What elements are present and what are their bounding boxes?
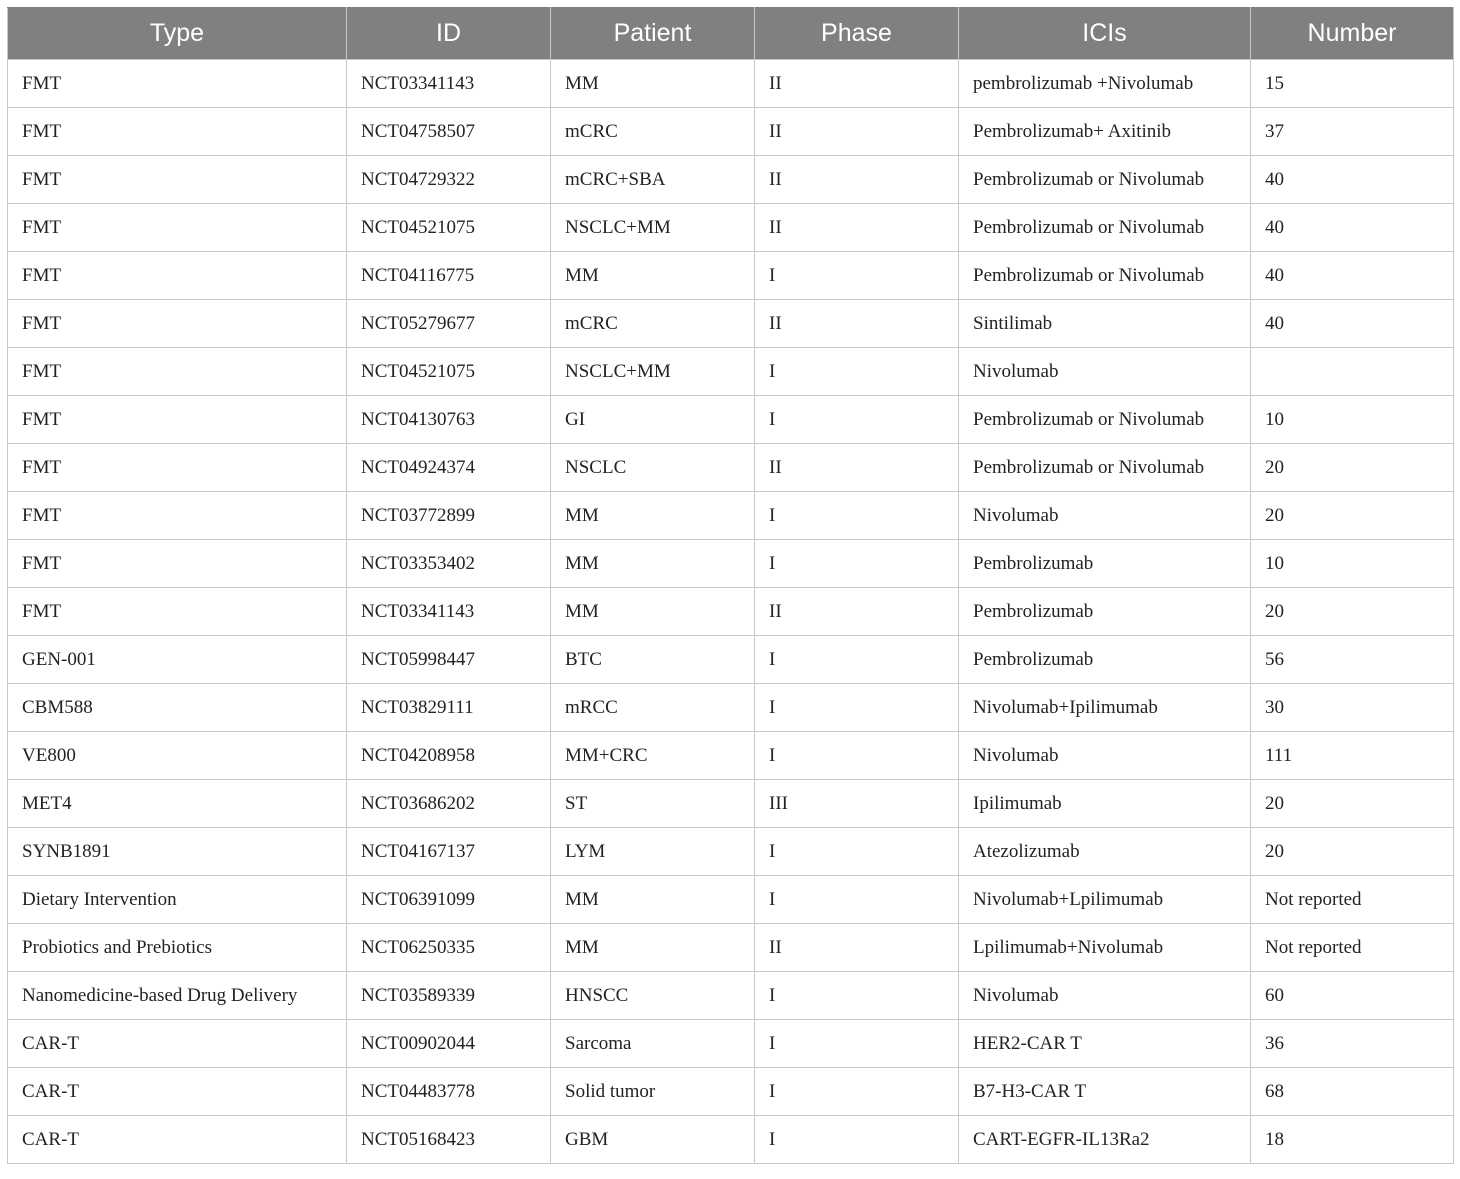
cell-id: NCT04167137: [347, 828, 551, 876]
cell-icis: Pembrolizumab or Nivolumab: [959, 204, 1251, 252]
cell-patient: mCRC: [551, 108, 755, 156]
cell-patient: NSCLC+MM: [551, 348, 755, 396]
table-row: [8, 204, 1454, 252]
table-row: [8, 684, 1454, 732]
cell-id: NCT03341143: [347, 60, 551, 108]
cell-number: 36: [1251, 1020, 1454, 1068]
cell-patient: MM: [551, 540, 755, 588]
cell-patient: Solid tumor: [551, 1068, 755, 1116]
cell-id: NCT03341143: [347, 588, 551, 636]
cell-id: NCT00902044: [347, 1020, 551, 1068]
table-row: [8, 540, 1454, 588]
table-row: [8, 636, 1454, 684]
column-header-id: ID: [347, 8, 551, 60]
cell-id: NCT04521075: [347, 204, 551, 252]
cell-id: NCT03772899: [347, 492, 551, 540]
cell-patient: mCRC+SBA: [551, 156, 755, 204]
cell-phase: I: [755, 1020, 959, 1068]
cell-phase: I: [755, 636, 959, 684]
cell-patient: GBM: [551, 1116, 755, 1164]
cell-icis: Pembrolizumab or Nivolumab: [959, 396, 1251, 444]
table-row: [8, 348, 1454, 396]
cell-type: CAR-T: [8, 1068, 347, 1116]
cell-type: FMT: [8, 540, 347, 588]
table-header: [8, 8, 1454, 60]
cell-id: NCT04130763: [347, 396, 551, 444]
cell-patient: BTC: [551, 636, 755, 684]
cell-type: MET4: [8, 780, 347, 828]
cell-number: 40: [1251, 204, 1454, 252]
cell-number: 111: [1251, 732, 1454, 780]
cell-type: FMT: [8, 492, 347, 540]
cell-id: NCT03353402: [347, 540, 551, 588]
cell-number: 60: [1251, 972, 1454, 1020]
cell-phase: I: [755, 972, 959, 1020]
cell-patient: Sarcoma: [551, 1020, 755, 1068]
cell-id: NCT04116775: [347, 252, 551, 300]
cell-patient: ST: [551, 780, 755, 828]
cell-id: NCT04483778: [347, 1068, 551, 1116]
cell-type: FMT: [8, 300, 347, 348]
cell-icis: Nivolumab: [959, 492, 1251, 540]
cell-icis: Pembrolizumab or Nivolumab: [959, 444, 1251, 492]
cell-number: 37: [1251, 108, 1454, 156]
cell-patient: MM: [551, 876, 755, 924]
cell-id: NCT06391099: [347, 876, 551, 924]
cell-id: NCT04521075: [347, 348, 551, 396]
cell-icis: Sintilimab: [959, 300, 1251, 348]
clinical-trials-table: [7, 7, 1454, 1164]
cell-id: NCT03829111: [347, 684, 551, 732]
cell-patient: mCRC: [551, 300, 755, 348]
cell-type: FMT: [8, 156, 347, 204]
cell-type: Nanomedicine-based Drug Delivery: [8, 972, 347, 1020]
cell-number: 10: [1251, 396, 1454, 444]
cell-phase: II: [755, 204, 959, 252]
cell-type: Dietary Intervention: [8, 876, 347, 924]
cell-number: 30: [1251, 684, 1454, 732]
cell-id: NCT05279677: [347, 300, 551, 348]
cell-number: 40: [1251, 300, 1454, 348]
cell-patient: MM: [551, 924, 755, 972]
cell-phase: I: [755, 540, 959, 588]
cell-patient: LYM: [551, 828, 755, 876]
cell-phase: II: [755, 924, 959, 972]
cell-icis: Nivolumab+Lpilimumab: [959, 876, 1251, 924]
column-header-number: Number: [1251, 8, 1454, 60]
cell-type: FMT: [8, 252, 347, 300]
cell-phase: II: [755, 300, 959, 348]
cell-icis: Lpilimumab+Nivolumab: [959, 924, 1251, 972]
cell-patient: MM: [551, 60, 755, 108]
cell-icis: Ipilimumab: [959, 780, 1251, 828]
cell-type: FMT: [8, 588, 347, 636]
cell-number: 18: [1251, 1116, 1454, 1164]
cell-phase: II: [755, 156, 959, 204]
cell-number: 68: [1251, 1068, 1454, 1116]
cell-type: FMT: [8, 60, 347, 108]
cell-number: 20: [1251, 588, 1454, 636]
cell-icis: Pembrolizumab or Nivolumab: [959, 252, 1251, 300]
cell-icis: Pembrolizumab: [959, 588, 1251, 636]
table-row: [8, 972, 1454, 1020]
cell-icis: Atezolizumab: [959, 828, 1251, 876]
clinical-trials-table-container: [7, 7, 1453, 1164]
table-row: [8, 924, 1454, 972]
header-row: [8, 8, 1454, 60]
cell-number: 20: [1251, 780, 1454, 828]
cell-number: 10: [1251, 540, 1454, 588]
cell-id: NCT04758507: [347, 108, 551, 156]
cell-phase: I: [755, 732, 959, 780]
table-row: [8, 780, 1454, 828]
table-row: [8, 156, 1454, 204]
cell-phase: I: [755, 492, 959, 540]
cell-phase: II: [755, 588, 959, 636]
table-row: [8, 1020, 1454, 1068]
cell-number: 40: [1251, 252, 1454, 300]
cell-phase: I: [755, 348, 959, 396]
table-row: [8, 1116, 1454, 1164]
table-body: [8, 60, 1454, 1164]
cell-type: GEN-001: [8, 636, 347, 684]
cell-number: 20: [1251, 444, 1454, 492]
cell-icis: Nivolumab: [959, 732, 1251, 780]
cell-patient: MM: [551, 492, 755, 540]
cell-type: CAR-T: [8, 1020, 347, 1068]
cell-phase: II: [755, 60, 959, 108]
cell-type: FMT: [8, 108, 347, 156]
column-header-icis: ICIs: [959, 8, 1251, 60]
cell-id: NCT03589339: [347, 972, 551, 1020]
table-row: [8, 876, 1454, 924]
cell-patient: MM: [551, 252, 755, 300]
table-row: [8, 828, 1454, 876]
cell-phase: I: [755, 1068, 959, 1116]
table-row: [8, 396, 1454, 444]
column-header-patient: Patient: [551, 8, 755, 60]
cell-patient: mRCC: [551, 684, 755, 732]
cell-number: 56: [1251, 636, 1454, 684]
cell-patient: NSCLC+MM: [551, 204, 755, 252]
cell-id: NCT03686202: [347, 780, 551, 828]
table-row: [8, 732, 1454, 780]
cell-phase: II: [755, 444, 959, 492]
cell-number: 40: [1251, 156, 1454, 204]
cell-icis: pembrolizumab +Nivolumab: [959, 60, 1251, 108]
cell-type: SYNB1891: [8, 828, 347, 876]
cell-number: 20: [1251, 828, 1454, 876]
cell-number: Not reported: [1251, 876, 1454, 924]
table-row: [8, 1068, 1454, 1116]
cell-type: CBM588: [8, 684, 347, 732]
table-row: [8, 108, 1454, 156]
table-row: [8, 444, 1454, 492]
cell-id: NCT05998447: [347, 636, 551, 684]
cell-patient: NSCLC: [551, 444, 755, 492]
cell-number: 15: [1251, 60, 1454, 108]
table-row: [8, 492, 1454, 540]
cell-number: Not reported: [1251, 924, 1454, 972]
cell-icis: Pembrolizumab: [959, 540, 1251, 588]
cell-icis: B7-H3-CAR T: [959, 1068, 1251, 1116]
table-row: [8, 252, 1454, 300]
cell-icis: Pembrolizumab+ Axitinib: [959, 108, 1251, 156]
cell-id: NCT05168423: [347, 1116, 551, 1164]
cell-patient: GI: [551, 396, 755, 444]
cell-type: Probiotics and Prebiotics: [8, 924, 347, 972]
cell-type: FMT: [8, 396, 347, 444]
cell-icis: Pembrolizumab or Nivolumab: [959, 156, 1251, 204]
column-header-type: Type: [8, 8, 347, 60]
cell-phase: I: [755, 876, 959, 924]
column-header-phase: Phase: [755, 8, 959, 60]
cell-number: 20: [1251, 492, 1454, 540]
cell-type: FMT: [8, 348, 347, 396]
cell-id: NCT04729322: [347, 156, 551, 204]
cell-type: FMT: [8, 204, 347, 252]
cell-icis: Nivolumab+Ipilimumab: [959, 684, 1251, 732]
cell-id: NCT06250335: [347, 924, 551, 972]
cell-type: FMT: [8, 444, 347, 492]
cell-phase: I: [755, 684, 959, 732]
cell-icis: Nivolumab: [959, 348, 1251, 396]
cell-number: [1251, 348, 1454, 396]
cell-type: VE800: [8, 732, 347, 780]
cell-icis: Nivolumab: [959, 972, 1251, 1020]
cell-patient: MM+CRC: [551, 732, 755, 780]
table-row: [8, 588, 1454, 636]
table-row: [8, 60, 1454, 108]
cell-patient: HNSCC: [551, 972, 755, 1020]
cell-phase: I: [755, 828, 959, 876]
cell-phase: III: [755, 780, 959, 828]
cell-phase: I: [755, 396, 959, 444]
cell-phase: I: [755, 1116, 959, 1164]
cell-id: NCT04924374: [347, 444, 551, 492]
cell-id: NCT04208958: [347, 732, 551, 780]
cell-phase: I: [755, 252, 959, 300]
cell-phase: II: [755, 108, 959, 156]
cell-icis: Pembrolizumab: [959, 636, 1251, 684]
cell-icis: HER2-CAR T: [959, 1020, 1251, 1068]
cell-type: CAR-T: [8, 1116, 347, 1164]
cell-patient: MM: [551, 588, 755, 636]
cell-icis: CART-EGFR-IL13Ra2: [959, 1116, 1251, 1164]
table-row: [8, 300, 1454, 348]
